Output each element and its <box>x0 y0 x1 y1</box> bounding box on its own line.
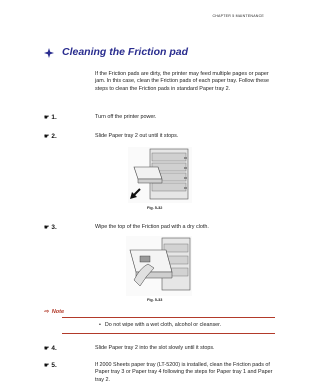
step-5-marker <box>44 362 57 369</box>
step-2-marker <box>44 133 57 140</box>
step-3-marker <box>44 224 57 231</box>
step-1-marker <box>44 114 57 121</box>
step-1-text: Turn off the printer power. <box>95 114 157 120</box>
step-4-marker <box>44 345 57 352</box>
note-bottom-divider <box>62 333 275 334</box>
figure-caption-2: Fig. 5-33 <box>147 298 163 302</box>
pointing-hand-icon: ☛ <box>44 346 50 352</box>
note-bullet-item <box>99 322 271 329</box>
step-5-number: 5. <box>51 362 57 369</box>
step-5-text: If 2000 Sheets paper tray (LT-5200) is installed, clean the Friction pads of Paper tray 3 or Paper tray 4 following the steps for Paper tray 1 and Paper tray 2. <box>95 362 273 383</box>
figure-caption-1: Fig. 5-32 <box>147 206 163 210</box>
note-label: Note <box>51 309 65 315</box>
step-2-text: Slide Paper tray 2 out until it stops. <box>95 133 179 139</box>
step-4-number: 4. <box>51 345 57 352</box>
section-title: Cleaning the Friction pad <box>62 46 189 58</box>
note-top-divider <box>62 317 275 318</box>
step-2-number: 2. <box>51 133 57 140</box>
chapter-header: CHAPTER 5 MAINTENANCE <box>212 14 264 18</box>
arrow-right-icon: ⇨ <box>44 309 49 315</box>
step-4-text: Slide Paper tray 2 into the slot slowly until it stops. <box>95 345 215 351</box>
pointing-hand-icon: ☛ <box>44 225 50 231</box>
note-heading <box>44 309 64 315</box>
pointing-hand-icon: ☛ <box>44 363 50 369</box>
step-1-number: 1. <box>51 114 57 121</box>
printer-tray-illustration-1 <box>128 147 192 203</box>
diamond-bullet-icon <box>44 48 54 58</box>
bullet-dot-icon: • <box>99 322 101 328</box>
pointing-hand-icon: ☛ <box>44 115 50 121</box>
pointing-hand-icon: ☛ <box>44 134 50 140</box>
step-3-number: 3. <box>51 224 57 231</box>
intro-paragraph: If the Friction pads are dirty, the printer may feed multiple pages or paper jam. In this case, clean the Friction pads of each paper tray. Follow these steps to clean the Friction pads in standard Paper tray 2. <box>95 71 269 92</box>
step-3-text: Wipe the top of the Friction pad with a dry cloth. <box>95 224 209 230</box>
note-bullet-text: Do not wipe with a wet cloth, alcohol or cleanser. <box>104 322 222 328</box>
friction-pad-illustration <box>126 236 192 296</box>
